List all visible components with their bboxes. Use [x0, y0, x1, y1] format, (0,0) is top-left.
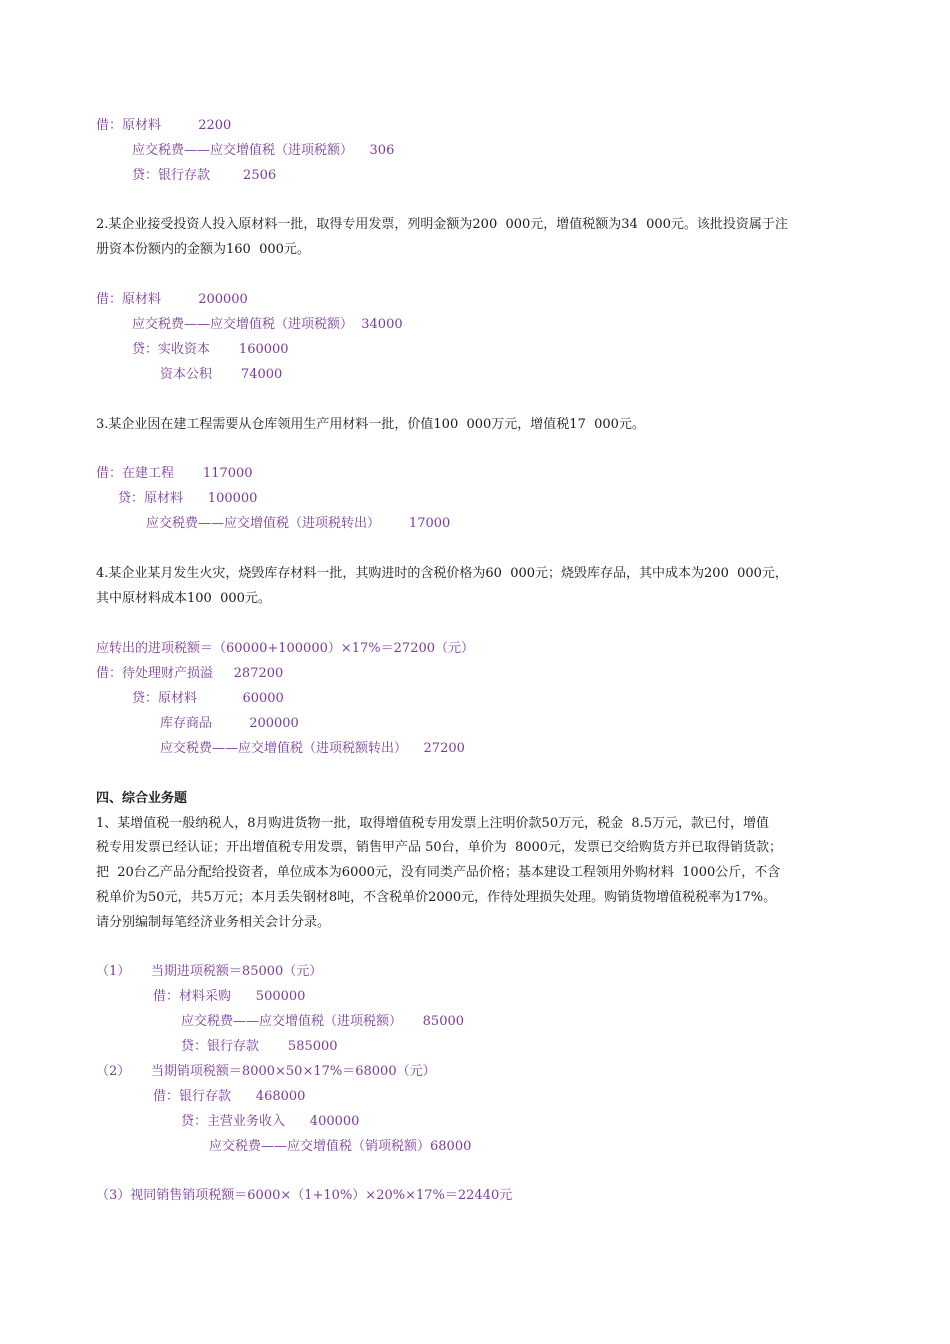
- text-line: 应交税费——应交增值税（进项税额） 85000: [181, 1014, 465, 1029]
- text-line: 册资本份额内的金额为160 000元。: [96, 242, 310, 257]
- text-line: 税专用发票已经认证；开出增值税专用发票，销售甲产品 50台，单价为 8000元，发票已交给购货方并已取得销货款；: [96, 840, 783, 855]
- text-line: 贷：原材料 60000: [132, 691, 284, 706]
- text-line: 贷：银行存款 585000: [181, 1039, 338, 1054]
- text-line: 贷：主营业务收入 400000: [181, 1114, 360, 1129]
- text-line: 借：银行存款 468000: [153, 1089, 306, 1104]
- text-line: 应交税费——应交增值税（进项税额） 306: [132, 143, 395, 158]
- text-line: 把 20台乙产品分配给投资者，单位成本为6000元，没有同类产品价格；基本建设工程领用外购材料 1000公斤，不含: [96, 865, 781, 880]
- text-line: （1） 当期进项税额＝85000（元）: [96, 964, 323, 979]
- text-line: 贷：实收资本 160000: [132, 342, 289, 357]
- text-line: 税单价为50元，共5万元；本月丢失钢材8吨，不含税单价2000元，作待处理损失处理。购销货物增值税税率为17%。: [96, 890, 777, 905]
- text-line: 借：在建工程 117000: [96, 466, 253, 481]
- text-line: 借：原材料 200000: [96, 292, 248, 307]
- text-line: 资本公积 74000: [160, 367, 283, 382]
- text-line: 贷：银行存款 2506: [132, 168, 277, 183]
- text-line: 应交税费——应交增值税（进项税额） 34000: [132, 317, 403, 332]
- text-line: 借：待处理财产损溢 287200: [96, 666, 284, 681]
- text-line: 应转出的进项税额＝（60000+100000）×17%＝27200（元）: [96, 641, 475, 656]
- text-line: 应交税费——应交增值税（进项税额转出） 27200: [160, 741, 465, 756]
- text-line: （2） 当期销项税额＝8000×50×17%＝68000（元）: [96, 1064, 436, 1079]
- text-line: 请分别编制每笔经济业务相关会计分录。: [96, 915, 331, 930]
- text-line: 应交税费——应交增值税（销项税额）68000: [209, 1139, 472, 1154]
- text-line: 库存商品 200000: [160, 716, 299, 731]
- text-line: 1、某增值税一般纳税人，8月购进货物一批，取得增值税专用发票上注明价款50万元，税金 8.5万元，款已付，增值: [96, 816, 770, 831]
- text-line: 其中原材料成本100 000元。: [96, 591, 271, 606]
- text-line: 借：原材料 2200: [96, 118, 232, 133]
- text-line: 3.某企业因在建工程需要从仓库领用生产用材料一批，价值100 000万元，增值税17 000元。: [96, 417, 645, 432]
- text-line: 2.某企业接受投资人投入原材料一批，取得专用发票，列明金额为200 000元，增值税额为34 000元。该批投资属于注: [96, 217, 788, 232]
- text-line: 4.某企业某月发生火灾，烧毁库存材料一批，其购进时的含税价格为60 000元；烧毁库存品，其中成本为200 000元，: [96, 566, 788, 581]
- section-heading: 四、综合业务题: [96, 791, 188, 806]
- text-line: 应交税费——应交增值税（进项税转出） 17000: [146, 516, 451, 531]
- text-line: 借：材料采购 500000: [153, 989, 306, 1004]
- text-line: 贷：原材料 100000: [118, 491, 258, 506]
- text-line: （3）视同销售销项税额＝6000×（1+10%）×20%×17%＝22440元: [96, 1188, 513, 1203]
